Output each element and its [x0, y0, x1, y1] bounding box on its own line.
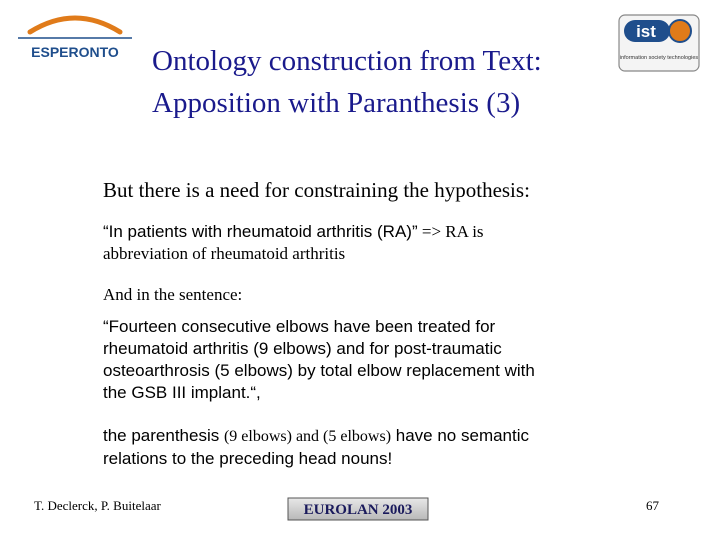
- eurolan-badge-text: EUROLAN 2003: [303, 502, 413, 518]
- footer-authors: T. Declerck, P. Buitelaar: [34, 498, 161, 513]
- quote-line: the GSB III implant.“,: [103, 383, 261, 402]
- example-1-arrow: => RA is: [417, 222, 484, 241]
- title-line-1: Ontology construction from Text:: [152, 45, 542, 77]
- slide-title: [152, 40, 612, 124]
- quote-block: [103, 316, 643, 404]
- sentence-label: And in the sentence:: [103, 285, 243, 304]
- ist-logo: [618, 14, 700, 72]
- esperonto-logo-text: ESPERONTO: [31, 44, 119, 60]
- title-line-2: Apposition with Paranthesis (3): [152, 87, 521, 119]
- eurolan-badge: [287, 497, 429, 521]
- example-1-quote: “In patients with rheumatoid arthritis (RA)”: [103, 222, 418, 241]
- quote-line: rheumatoid arthritis (9 elbows) and for post-traumatic: [103, 339, 502, 358]
- note-line-2: relations to the preceding head nouns!: [103, 449, 393, 468]
- note-part-1: the parenthesis: [103, 426, 224, 445]
- example-1-continuation: abbreviation of rheumatoid arthritis: [103, 244, 346, 263]
- note-block: [103, 425, 663, 470]
- quote-line: osteoarthrosis (5 elbows) by total elbow replacement with: [103, 361, 535, 380]
- example-1: [103, 221, 623, 265]
- ist-logo-text: ist: [636, 22, 656, 41]
- quote-line: “Fourteen consecutive elbows have been treated for: [103, 317, 496, 336]
- lead-text: But there is a need for constraining the hypothesis:: [103, 178, 530, 202]
- ist-logo-tagline: information society technologies: [619, 55, 699, 61]
- note-part-3: have no semantic: [391, 426, 530, 445]
- note-part-2: (9 elbows) and (5 elbows): [223, 428, 392, 445]
- page-number: 67: [646, 498, 659, 513]
- esperonto-logo: [12, 10, 138, 68]
